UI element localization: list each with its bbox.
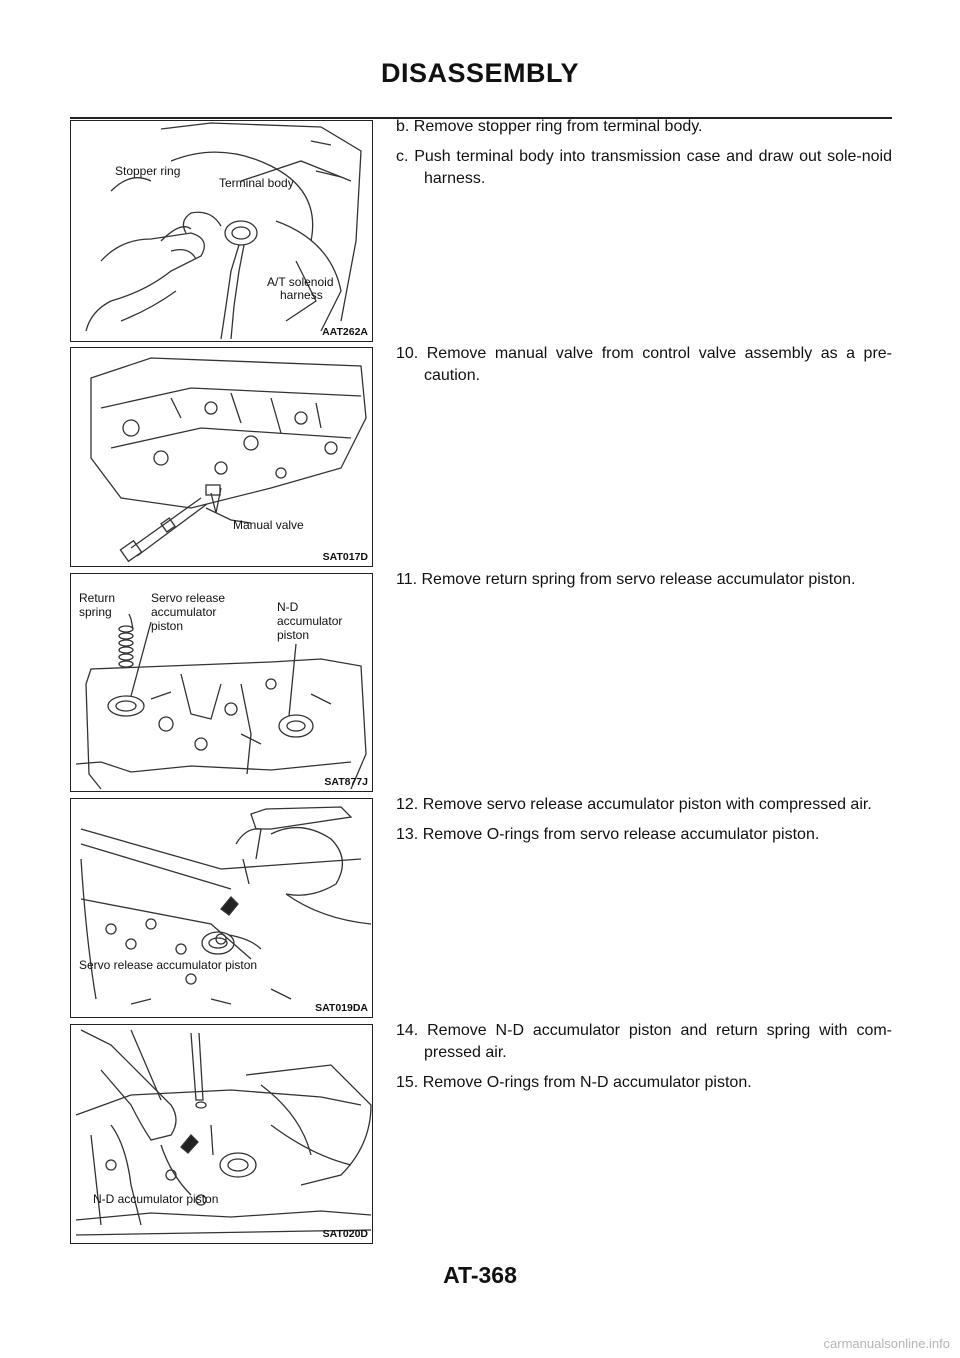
step-15: 15. Remove O-rings from N-D accumulator piston. (396, 1074, 752, 1091)
figure-id: SAT877J (324, 776, 368, 788)
step-14: 14. Remove N-D accumulator piston and return spring with com-pressed air. (396, 1022, 892, 1061)
callout-stopper-ring: Stopper ring (115, 164, 181, 178)
step-c: c. Push terminal body into transmission case and draw out sole-noid harness. (396, 148, 892, 187)
callout-servo-2: accumulator (151, 605, 217, 619)
callout-solenoid-1: A/T solenoid (267, 275, 334, 289)
step-b: b. Remove stopper ring from terminal body. (396, 118, 703, 135)
step-text (396, 569, 892, 599)
page-number: AT-368 (443, 1262, 517, 1288)
callout-servo-piston: Servo release accumulator piston (79, 958, 258, 972)
step-12: 12. Remove servo release accumulator piston with compressed air. (396, 796, 872, 813)
callout-nd-1: N-D (277, 600, 299, 614)
servo-piston-illustration (71, 799, 373, 1018)
step-text (396, 116, 892, 198)
figure-id: AAT262A (322, 326, 368, 338)
accumulator-illustration (71, 574, 373, 792)
callout-solenoid-2: harness (280, 288, 323, 302)
step-11: 11. Remove return spring from servo release accumulator piston. (396, 571, 856, 588)
figure-nd-piston (70, 1024, 373, 1244)
stopper-ring-illustration (71, 121, 373, 342)
callout-nd-2: accumulator (277, 614, 343, 628)
step-text (396, 343, 892, 395)
figure-id: SAT017D (322, 551, 368, 563)
step-10: 10. Remove manual valve from control valve assembly as a pre-caution. (396, 345, 892, 384)
control-valve-illustration (71, 348, 373, 567)
watermark: carmanualsonline.info (823, 1336, 950, 1351)
callout-servo-3: piston (151, 619, 184, 633)
step-13: 13. Remove O-rings from servo release accumulator piston. (396, 826, 820, 843)
callout-return-2: spring (79, 605, 112, 619)
step-text (396, 794, 892, 854)
nd-piston-illustration (71, 1025, 373, 1244)
figure-return-spring (70, 573, 373, 792)
figure-servo-piston (70, 798, 373, 1018)
step-text (396, 1020, 892, 1102)
callout-servo-1: Servo release (151, 591, 226, 605)
figure-id: SAT019DA (315, 1002, 368, 1014)
figure-stopper-ring (70, 120, 373, 342)
callout-return-1: Return (79, 591, 116, 605)
callout-manual-valve: Manual valve (233, 518, 304, 532)
callout-terminal-body: Terminal body (219, 176, 294, 190)
callout-nd-3: piston (277, 628, 310, 642)
callout-nd-piston: N-D accumulator piston (93, 1192, 219, 1206)
figure-id: SAT020D (322, 1228, 368, 1240)
page-header: DISASSEMBLY (380, 58, 580, 88)
figure-manual-valve (70, 347, 373, 567)
